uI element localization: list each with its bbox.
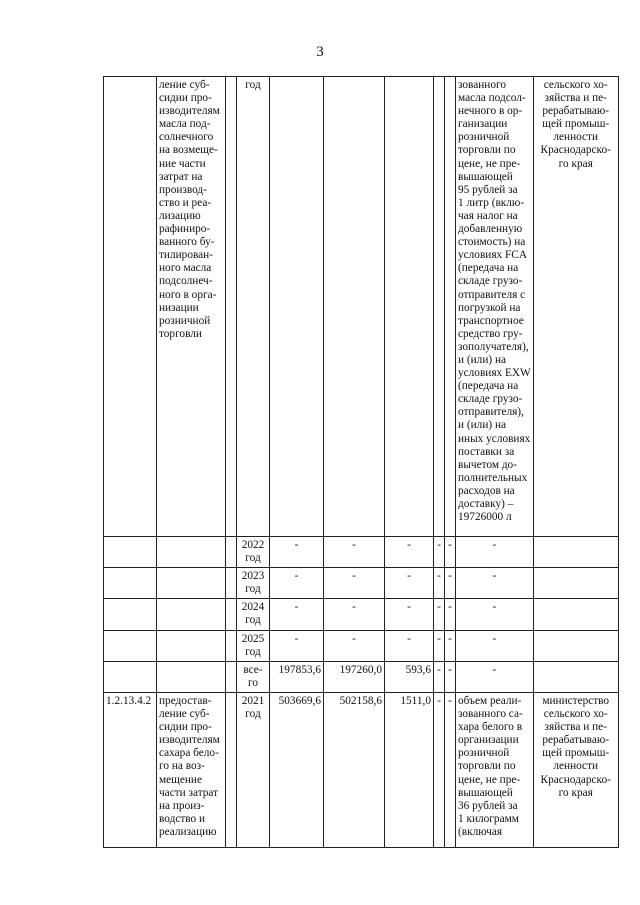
text-line: нечного в ор- xyxy=(458,105,523,118)
table-row xyxy=(104,692,619,847)
empty-col-cell: - xyxy=(434,630,445,661)
text-line: год xyxy=(245,552,261,565)
text-line: вычетом до- xyxy=(458,458,517,471)
text-line: части затрат xyxy=(159,786,219,799)
empty-col-cell xyxy=(434,77,445,537)
value-regional-cell: - xyxy=(385,537,434,568)
spacer-cell xyxy=(226,630,237,661)
executor-cell xyxy=(533,77,618,537)
text-line: цене, не пре- xyxy=(458,773,521,786)
text-line: 19726000 л xyxy=(458,511,512,524)
spacer-cell xyxy=(226,692,237,847)
text-line: расходов на xyxy=(458,484,515,497)
activity-number-cell xyxy=(104,77,157,537)
text-line: хара белого в xyxy=(458,721,523,734)
text-line: Краснодарско- xyxy=(540,144,611,157)
text-line: ного масла xyxy=(159,262,212,275)
table-row xyxy=(104,661,619,692)
value-regional-cell: - xyxy=(385,568,434,599)
text-line: изводителям xyxy=(159,105,220,118)
executor-cell xyxy=(533,537,618,568)
page-number: 3 xyxy=(316,44,324,60)
text-line: водство и xyxy=(159,812,206,825)
text-line: объем реали- xyxy=(458,694,522,707)
text-line: на возмеще- xyxy=(159,144,218,157)
text-line: зополучателя), xyxy=(458,340,529,353)
text-line: масла подсол- xyxy=(458,92,526,105)
text-line: ние части xyxy=(159,157,206,170)
empty-col-cell xyxy=(445,77,456,537)
text-line: подсолнеч- xyxy=(159,275,213,288)
value-total-cell: - xyxy=(270,630,324,661)
executor-cell xyxy=(533,692,618,847)
text-line: вышающей xyxy=(458,786,513,799)
text-line: 2023 xyxy=(241,570,265,583)
text-line: реализацию xyxy=(159,825,217,838)
text-line: отправителя), xyxy=(458,406,524,419)
value-budget-cell: 502158,6 xyxy=(324,692,385,847)
text-line: организации xyxy=(458,734,519,747)
text-line: ганизации xyxy=(458,118,508,131)
empty-col-cell: - xyxy=(445,630,456,661)
text-line: солнечного xyxy=(159,131,214,144)
text-line: рафиниро- xyxy=(159,223,211,236)
text-line: предостав- xyxy=(159,694,212,707)
text-line: мещение xyxy=(159,773,202,786)
text-line: все- xyxy=(243,663,263,676)
text-line: 2025 xyxy=(241,632,265,645)
activity-number-cell xyxy=(104,568,157,599)
text-line: 2022 xyxy=(241,539,265,551)
table-row xyxy=(104,568,619,599)
executor-cell xyxy=(533,568,618,599)
text-line: (передача на xyxy=(458,380,519,393)
activity-name-cell xyxy=(157,692,226,847)
text-line: зованного са- xyxy=(458,708,523,721)
program-activities-table xyxy=(103,76,619,848)
year-cell xyxy=(237,630,270,661)
text-line: тилирован- xyxy=(159,249,213,262)
text-line: розничной xyxy=(458,131,510,144)
year-cell xyxy=(237,537,270,568)
text-line: масла под- xyxy=(159,118,211,131)
text-line: погрузкой на xyxy=(458,301,521,314)
text-line: сахара бело- xyxy=(159,747,219,760)
value-budget-cell: 197260,0 xyxy=(324,661,385,692)
spacer-cell xyxy=(226,77,237,537)
spacer-cell xyxy=(226,568,237,599)
text-line: условиях EXW xyxy=(458,367,531,380)
value-total-cell: - xyxy=(270,537,324,568)
activity-name-cell xyxy=(157,568,226,599)
year-cell xyxy=(237,568,270,599)
text-line: ного в орга- xyxy=(159,288,217,301)
spacer-cell xyxy=(226,599,237,630)
activity-number-cell xyxy=(104,537,157,568)
text-line: складе грузо- xyxy=(458,393,523,406)
text-line: го края xyxy=(558,157,593,170)
value-total-cell xyxy=(270,77,324,537)
text-line: и (или) на xyxy=(458,353,507,366)
text-line: год xyxy=(245,583,261,596)
value-regional-cell xyxy=(385,77,434,537)
text-line: полнительных xyxy=(458,471,528,484)
empty-col-cell: - xyxy=(434,537,445,568)
result-cell xyxy=(456,77,534,537)
value-regional-cell: - xyxy=(385,630,434,661)
text-line: (передача на xyxy=(458,262,519,275)
activity-number-cell xyxy=(104,630,157,661)
text-line: зяйства и пе- xyxy=(544,721,607,734)
text-line: (включая xyxy=(458,825,503,838)
table-row xyxy=(104,599,619,630)
text-line: зованного xyxy=(458,79,506,91)
text-line: ленности xyxy=(553,131,599,144)
text-line: год xyxy=(245,614,261,627)
text-line: 2024 xyxy=(241,601,265,614)
text-line: го xyxy=(247,676,258,689)
executor-cell xyxy=(533,661,618,692)
text-line: торговли xyxy=(159,327,202,340)
text-line: складе грузо- xyxy=(458,275,523,288)
text-line: производ- xyxy=(159,183,207,196)
text-line: го края xyxy=(558,786,593,799)
text-line: на произ- xyxy=(159,799,205,812)
executor-cell xyxy=(533,599,618,630)
empty-col-cell: - xyxy=(434,661,445,692)
text-line: чая налог на xyxy=(458,209,518,222)
text-line: министерство xyxy=(542,694,610,707)
text-line: транспортное xyxy=(458,314,524,327)
result-cell: - xyxy=(456,661,534,692)
text-line: сидии про- xyxy=(159,721,212,734)
table-row xyxy=(104,630,619,661)
value-total-cell: - xyxy=(270,568,324,599)
empty-col-cell: - xyxy=(445,599,456,630)
result-cell: - xyxy=(456,630,534,661)
year-cell xyxy=(237,661,270,692)
text-line: отправителя с xyxy=(458,288,526,301)
table-row xyxy=(104,77,619,537)
text-line: год xyxy=(245,708,261,721)
text-line: 1 литр (вклю- xyxy=(458,196,525,209)
result-cell: - xyxy=(456,537,534,568)
value-budget-cell: - xyxy=(324,630,385,661)
text-line: цене, не пре- xyxy=(458,157,521,170)
text-line: ванного бу- xyxy=(159,236,215,249)
activity-name-cell xyxy=(157,537,226,568)
value-total-cell: - xyxy=(270,599,324,630)
value-budget-cell: - xyxy=(324,599,385,630)
value-regional-cell: 1511,0 xyxy=(385,692,434,847)
text-line: торговли по xyxy=(458,144,516,157)
text-line: добавленную xyxy=(458,223,523,236)
value-budget-cell: - xyxy=(324,537,385,568)
result-cell: - xyxy=(456,568,534,599)
empty-col-cell: - xyxy=(445,537,456,568)
year-cell xyxy=(237,692,270,847)
empty-col-cell: - xyxy=(445,661,456,692)
text-line: ление суб- xyxy=(159,79,210,91)
text-line: сельского хо- xyxy=(543,708,608,721)
executor-cell xyxy=(533,630,618,661)
text-line: ленности xyxy=(553,760,599,773)
activity-number-cell xyxy=(104,599,157,630)
activity-name-cell xyxy=(157,630,226,661)
text-line: Краснодарско- xyxy=(540,773,611,786)
text-line: сидии про- xyxy=(159,92,212,105)
empty-col-cell: - xyxy=(434,692,445,847)
activity-name-cell xyxy=(157,661,226,692)
empty-col-cell: - xyxy=(434,568,445,599)
text-line: рерабатываю- xyxy=(542,105,610,118)
value-regional-cell: 593,6 xyxy=(385,661,434,692)
text-line: зяйства и пе- xyxy=(544,92,607,105)
text-line: стоимость) на xyxy=(458,236,526,249)
text-line: щей промыш- xyxy=(542,747,610,760)
empty-col-cell: - xyxy=(434,599,445,630)
text-line: розничной xyxy=(159,314,211,327)
result-cell: - xyxy=(456,599,534,630)
text-line: щей промыш- xyxy=(542,118,610,131)
text-line: го на воз- xyxy=(159,760,205,773)
year-cell xyxy=(237,599,270,630)
value-total-cell: 197853,6 xyxy=(270,661,324,692)
activity-name-cell xyxy=(157,77,226,537)
text-line: торговли по xyxy=(458,760,516,773)
text-line: рерабатываю- xyxy=(542,734,610,747)
text-line: иных условиях xyxy=(458,432,531,445)
empty-col-cell: - xyxy=(445,568,456,599)
spacer-cell xyxy=(226,537,237,568)
value-budget-cell: - xyxy=(324,568,385,599)
text-line: 2021 xyxy=(241,694,265,707)
text-line: 95 рублей за xyxy=(458,183,518,196)
text-line: средство гру- xyxy=(458,327,523,340)
empty-col-cell: - xyxy=(445,692,456,847)
text-line: затрат на xyxy=(159,170,203,183)
value-budget-cell xyxy=(324,77,385,537)
value-total-cell: 503669,6 xyxy=(270,692,324,847)
year-cell: год xyxy=(237,77,270,537)
activity-number-cell xyxy=(104,661,157,692)
text-line: розничной xyxy=(458,747,510,760)
table-row xyxy=(104,537,619,568)
text-line: год xyxy=(245,645,261,658)
result-cell xyxy=(456,692,534,847)
text-line: лизацию xyxy=(159,209,201,222)
text-line: условиях FCA xyxy=(458,249,527,262)
text-line: 36 рублей за xyxy=(458,799,518,812)
value-regional-cell: - xyxy=(385,599,434,630)
text-line: доставку) – xyxy=(458,498,514,510)
text-line: ление суб- xyxy=(159,708,210,721)
text-line: 1 килограмм xyxy=(458,812,519,825)
text-line: поставки за xyxy=(458,445,515,458)
text-line: низации xyxy=(159,301,199,314)
text-line: изводителям xyxy=(159,734,220,747)
text-line: сельского хо- xyxy=(543,79,608,91)
spacer-cell xyxy=(226,661,237,692)
activity-number-cell: 1.2.13.4.2 xyxy=(104,692,157,847)
text-line: ство и реа- xyxy=(159,196,212,209)
text-line: и (или) на xyxy=(458,419,507,432)
activity-name-cell xyxy=(157,599,226,630)
text-line: вышающей xyxy=(458,170,513,183)
